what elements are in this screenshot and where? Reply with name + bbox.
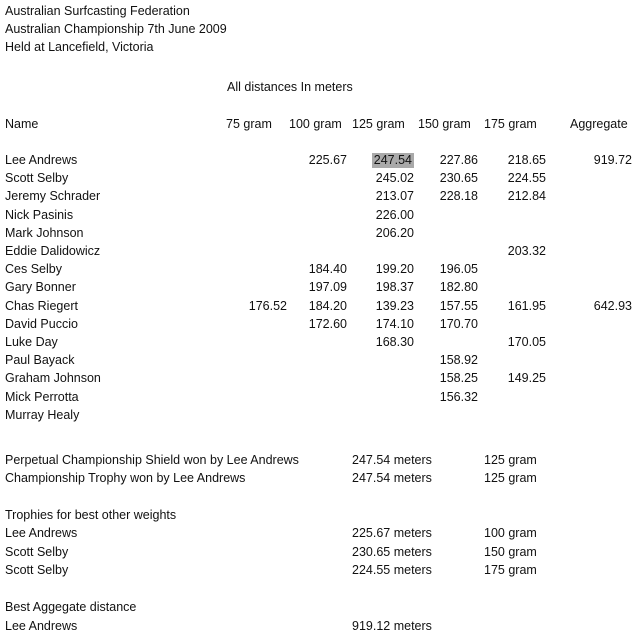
- result-175g: 149.25: [507, 371, 546, 385]
- result-175g: 170.05: [507, 335, 546, 349]
- result-100g: 184.40: [308, 262, 347, 276]
- trophy-weight: 150 gram: [484, 545, 537, 559]
- award-shield: Perpetual Championship Shield won by Lee Andrews: [5, 453, 299, 467]
- result-125g: 213.07: [375, 189, 414, 203]
- column-header-175g: 175 gram: [484, 117, 537, 131]
- result-125g: 226.00: [375, 208, 414, 222]
- result-150g: 156.32: [439, 390, 478, 404]
- result-100g: 172.60: [308, 317, 347, 331]
- competitor-name: Gary Bonner: [5, 280, 76, 294]
- result-125g: 247.54: [373, 153, 412, 167]
- trophy-name: Scott Selby: [5, 563, 69, 577]
- column-header-100g: 100 gram: [289, 117, 342, 131]
- competitor-name: Mark Johnson: [5, 226, 84, 240]
- aggregate-winner-name: Lee Andrews: [5, 619, 78, 633]
- federation-title: Australian Surfcasting Federation: [5, 4, 190, 18]
- competitor-name: Jeremy Schrader: [5, 189, 101, 203]
- result-150g: 157.55: [439, 299, 478, 313]
- trophy-name: Lee Andrews: [5, 526, 78, 540]
- column-header-125g: 125 gram: [352, 117, 405, 131]
- result-125g: 206.20: [375, 226, 414, 240]
- result-aggregate: 642.93: [593, 299, 632, 313]
- result-150g: 158.25: [439, 371, 478, 385]
- competitor-name: Nick Pasinis: [5, 208, 74, 222]
- result-100g: 184.20: [308, 299, 347, 313]
- result-125g: 199.20: [375, 262, 414, 276]
- trophy-name: Scott Selby: [5, 545, 69, 559]
- trophy-distance: 224.55 meters: [352, 563, 432, 577]
- units-note: All distances In meters: [227, 80, 353, 94]
- competitor-name: Chas Riegert: [5, 299, 78, 313]
- trophy-distance: 230.65 meters: [352, 545, 432, 559]
- result-aggregate: 919.72: [593, 153, 632, 167]
- result-175g: 212.84: [507, 189, 546, 203]
- trophies-heading: Trophies for best other weights: [5, 508, 177, 522]
- result-125g: 168.30: [375, 335, 414, 349]
- result-150g: 170.70: [439, 317, 478, 331]
- result-150g: 196.05: [439, 262, 478, 276]
- trophy-distance: 225.67 meters: [352, 526, 432, 540]
- aggregate-winner-distance: 919.12 meters: [352, 619, 432, 633]
- competitor-name: David Puccio: [5, 317, 78, 331]
- result-150g: 230.65: [439, 171, 478, 185]
- award-trophy: Championship Trophy won by Lee Andrews: [5, 471, 246, 485]
- competitor-name: Eddie Dalidowicz: [5, 244, 101, 258]
- column-header-name: Name: [5, 117, 39, 131]
- result-125g: 174.10: [375, 317, 414, 331]
- column-header-150g: 150 gram: [418, 117, 471, 131]
- result-100g: 225.67: [308, 153, 347, 167]
- competitor-name: Ces Selby: [5, 262, 62, 276]
- aggregate-heading: Best Aggegate distance: [5, 600, 137, 614]
- result-175g: 161.95: [507, 299, 546, 313]
- award-trophy-distance: 247.54 meters: [352, 471, 432, 485]
- result-75g: 176.52: [248, 299, 287, 313]
- result-125g: 198.37: [375, 280, 414, 294]
- result-150g: 182.80: [439, 280, 478, 294]
- result-150g: 228.18: [439, 189, 478, 203]
- award-shield-distance: 247.54 meters: [352, 453, 432, 467]
- competitor-name: Mick Perrotta: [5, 390, 79, 404]
- result-175g: 224.55: [507, 171, 546, 185]
- column-header-aggregate: Aggregate: [570, 117, 628, 131]
- competitor-name: Murray Healy: [5, 408, 80, 422]
- column-header-75g: 75 gram: [226, 117, 272, 131]
- result-175g: 218.65: [507, 153, 546, 167]
- competitor-name: Graham Johnson: [5, 371, 101, 385]
- award-trophy-weight: 125 gram: [484, 471, 537, 485]
- result-150g: 158.92: [439, 353, 478, 367]
- competitor-name: Paul Bayack: [5, 353, 75, 367]
- result-175g: 203.32: [507, 244, 546, 258]
- competitor-name: Luke Day: [5, 335, 58, 349]
- competitor-name: Scott Selby: [5, 171, 69, 185]
- competitor-name: Lee Andrews: [5, 153, 78, 167]
- venue-line: Held at Lancefield, Victoria: [5, 40, 154, 54]
- result-125g: 245.02: [375, 171, 414, 185]
- result-100g: 197.09: [308, 280, 347, 294]
- championship-title: Australian Championship 7th June 2009: [5, 22, 227, 36]
- result-125g: 139.23: [375, 299, 414, 313]
- trophy-weight: 100 gram: [484, 526, 537, 540]
- award-shield-weight: 125 gram: [484, 453, 537, 467]
- trophy-weight: 175 gram: [484, 563, 537, 577]
- result-150g: 227.86: [439, 153, 478, 167]
